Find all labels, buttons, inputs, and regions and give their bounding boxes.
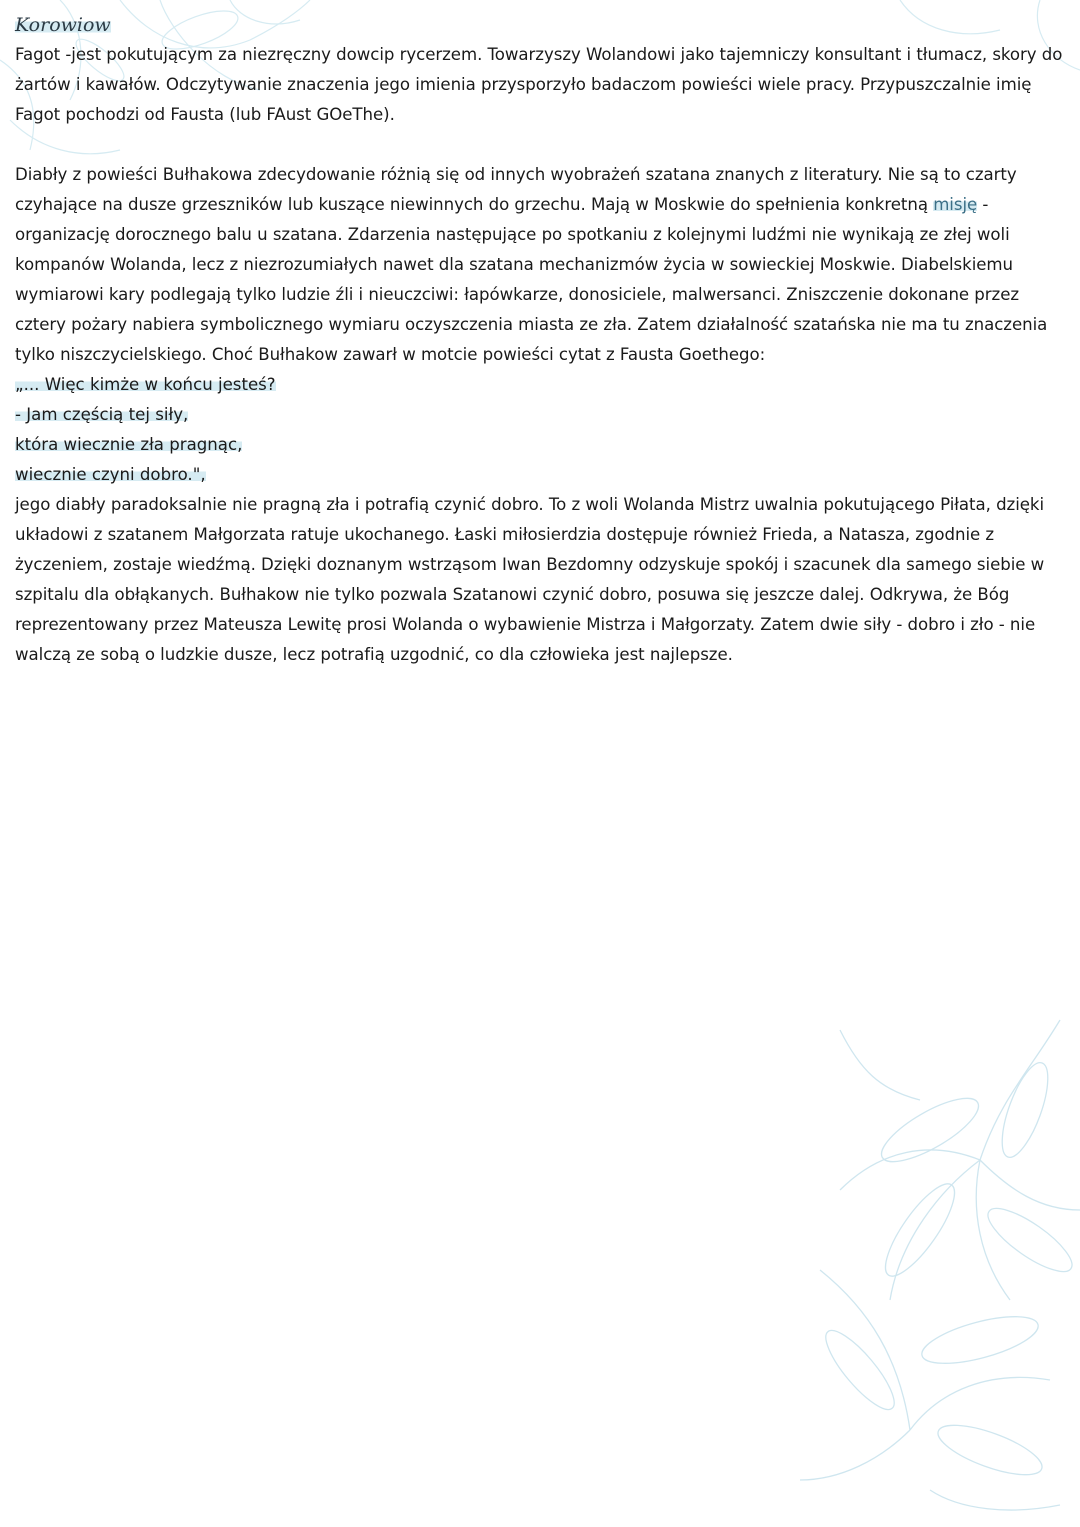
quote-line: wiecznie czyni dobro.", (15, 465, 206, 484)
highlighted-word: misję (933, 195, 978, 214)
paragraph-gap (15, 130, 1065, 160)
paragraph-devils: Diabły z powieści Bułhakowa zdecydowanie różnią się od innych wyobrażeń szatana znanych z literatury. Nie są to czarty czyhające na dusze grzeszników lub kuszące niewinnych do grzechu. Mają w Moskwie do spełnienia konkretną misję - organizację dorocznego balu u szatana. Zdarzenia następujące po spotkaniu z kolejnymi ludźmi nie wynikają ze złej woli kompanów Wolanda, lecz z niezrozumiałych nawet dla szatana mechanizmów życia w sowieckiej Moskwie. Diabelskiemu wymiarowi kary podlegają tylko ludzie źli i nieuczciwi: łapówkarze, donosiciele, malwersanci. Zniszczenie dokonane przez cztery pożary nabiera symbolicznego wymiaru oczyszczenia miasta ze zła. Zatem działalność szatańska nie ma tu znaczenia tylko niszczycielskiego. Choć Bułhakow zawarł w motcie powieści cytat z Fausta Goethego: (15, 165, 1048, 364)
quote-line: która wiecznie zła pragnąc, (15, 435, 243, 454)
quote-line: „... Więc kimże w końcu jesteś? (15, 375, 276, 394)
quote-line: - Jam częścią tej siły, (15, 405, 189, 424)
paragraph-korowiow: Fagot -jest pokutującym za niezręczny dowcip rycerzem. Towarzyszy Wolandowi jako tajemniczy konsultant i tłumacz, skory do żartów i kawałów. Odczytywanie znaczenia jego imienia przysporzyło badaczom powieści wiele pracy. Przypuszczalnie imię Fagot pochodzi od Fausta (lub FAust GOeThe). (15, 45, 1063, 124)
faust-quote (15, 370, 1065, 490)
floral-decoration-bottom-icon (780, 1010, 1080, 1527)
paragraph-conclusion: jego diabły paradoksalnie nie pragną zła i potrafią czynić dobro. To z woli Wolanda Mistrz uwalnia pokutującego Piłata, dzięki układowi z szatanem Małgorzata ratuje ukochanego. Łaski miłosierdzia dostępuje również Frieda, a Natasza, zgodnie z życzeniem, zostaje wiedźmą. Dzięki doznanym wstrząsom Iwan Bezdomny odzyskuje spokój i szacunek dla samego siebie w szpitalu dla obłąkanych. Bułhakow nie tylko pozwala Szatanowi czynić dobro, posuwa się jeszcze dalej. Odkrywa, że Bóg reprezentowany przez Mateusza Lewitę prosi Wolanda o wybawienie Mistrza i Małgorzaty. Zatem dwie siły - dobro i zło - nie walczą ze sobą o ludzkie dusze, lecz potrafią uzgodnić, co dla człowieka jest najlepsze. (15, 495, 1045, 664)
document-page (15, 10, 1065, 670)
section-heading: Korowiow (15, 14, 111, 36)
